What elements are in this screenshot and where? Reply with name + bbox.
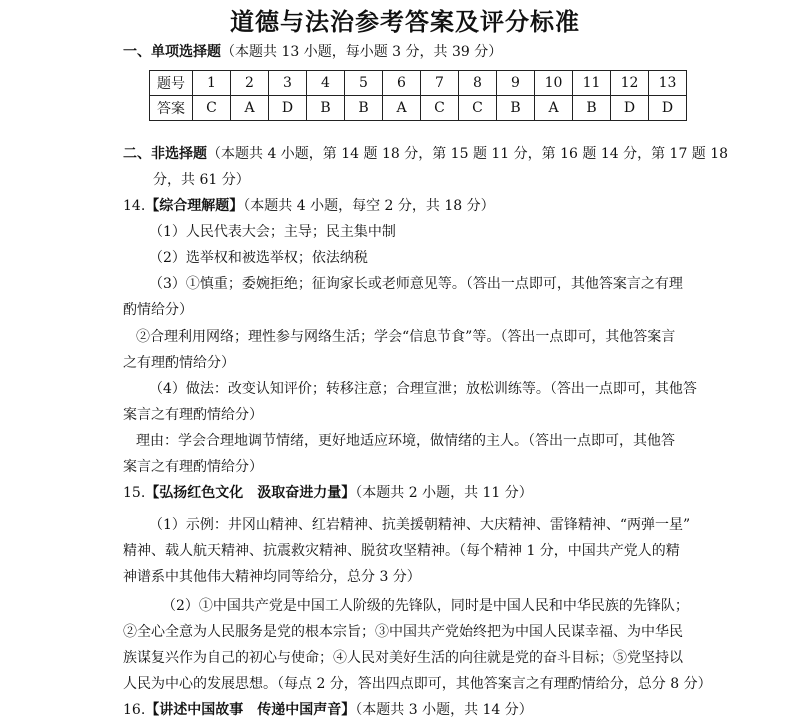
table-cell: 1 bbox=[193, 71, 231, 96]
q15-note: （本题共 2 小题，共 11 分） bbox=[355, 485, 533, 501]
q14-line: （1）人民代表大会；主导；民主集中制 bbox=[149, 224, 396, 240]
q14-title: 【综合理解题】 bbox=[145, 198, 244, 214]
table-cell: A bbox=[535, 96, 573, 121]
q14-line: 理由：学会合理地调节情绪，更好地适应环境，做情绪的主人。（答出一点即可，其他答 bbox=[136, 433, 675, 449]
q14-line: ②合理利用网络；理性参与网络生活；学会“信息节食”等。（答出一点即可，其他答案言 bbox=[136, 329, 676, 345]
table-row-answers bbox=[150, 96, 687, 121]
table-cell: 2 bbox=[231, 71, 269, 96]
part1-note: （本题共 13 小题，每小题 3 分，共 39 分） bbox=[221, 44, 503, 60]
table-cell: A bbox=[383, 96, 421, 121]
page-title: 道德与法治参考答案及评分标准 bbox=[230, 8, 580, 36]
table-cell: A bbox=[231, 96, 269, 121]
table-cell: 6 bbox=[383, 71, 421, 96]
answer-table bbox=[149, 70, 687, 121]
part2-note-line1: （本题共 4 小题，第 14 题 18 分，第 15 题 11 分，第 16 题 14 分，第 17 题 18 bbox=[207, 146, 729, 162]
table-cell: 3 bbox=[269, 71, 307, 96]
q16-number: 16. bbox=[123, 702, 146, 718]
table-cell: 8 bbox=[459, 71, 497, 96]
part1-header bbox=[123, 42, 502, 62]
table-cell: 13 bbox=[649, 71, 687, 96]
q14-note: （本题共 4 小题，每空 2 分，共 18 分） bbox=[243, 198, 495, 214]
table-cell: 5 bbox=[345, 71, 383, 96]
table-cell: 12 bbox=[611, 71, 649, 96]
q15-line: （2）①中国共产党是中国工人阶级的先锋队，同时是中国人民和中华民族的先锋队； bbox=[162, 598, 689, 614]
part2-heading: 二、非选择题 bbox=[123, 146, 207, 162]
row-label-answer: 答案 bbox=[150, 96, 193, 121]
table-cell: D bbox=[269, 96, 307, 121]
q15-line: 神谱系中其他伟大精神均同等给分，总分 3 分） bbox=[123, 569, 421, 585]
part2-header bbox=[123, 144, 728, 164]
table-cell: B bbox=[345, 96, 383, 121]
q15-number: 15. bbox=[123, 485, 146, 501]
q14-line: 案言之有理酌情给分） bbox=[123, 459, 263, 475]
part2-note-line2: 分，共 61 分） bbox=[153, 172, 250, 188]
q14-line: 酌情给分） bbox=[123, 302, 193, 318]
table-cell: B bbox=[307, 96, 345, 121]
q15-line: （1）示例：井冈山精神、红岩精神、抗美援朝精神、大庆精神、雷锋精神、“两弹一星” bbox=[149, 517, 691, 533]
q14-number: 14. bbox=[123, 198, 146, 214]
q16-header bbox=[123, 700, 533, 720]
q14-header bbox=[123, 196, 495, 216]
q16-title: 【讲述中国故事 传递中国声音】 bbox=[145, 702, 356, 718]
table-cell: C bbox=[193, 96, 231, 121]
table-cell: 7 bbox=[421, 71, 459, 96]
q14-line: 之有理酌情给分） bbox=[123, 355, 235, 371]
table-cell: C bbox=[421, 96, 459, 121]
table-row-numbers bbox=[150, 71, 687, 96]
table-cell: B bbox=[497, 96, 535, 121]
table-cell: 10 bbox=[535, 71, 573, 96]
q14-line: （2）选举权和被选举权；依法纳税 bbox=[149, 250, 368, 266]
q16-note: （本题共 3 小题，共 14 分） bbox=[355, 702, 533, 718]
table-cell: 9 bbox=[497, 71, 535, 96]
table-cell: B bbox=[573, 96, 611, 121]
q15-line: 人民为中心的发展思想。（每点 2 分，答出四点即可，其他答案言之有理酌情给分，总分 8 分） bbox=[123, 676, 712, 692]
q14-line: 案言之有理酌情给分） bbox=[123, 407, 263, 423]
q15-line: 精神、载人航天精神、抗震救灾精神、脱贫攻坚精神。（每个精神 1 分，中国共产党人的精 bbox=[123, 543, 680, 559]
row-label-number: 题号 bbox=[150, 71, 193, 96]
table-cell: D bbox=[649, 96, 687, 121]
q14-line: （3）①慎重；委婉拒绝；征询家长或老师意见等。（答出一点即可，其他答案言之有理 bbox=[149, 276, 683, 292]
table-cell: C bbox=[459, 96, 497, 121]
part1-heading: 一、单项选择题 bbox=[123, 44, 221, 60]
q15-header bbox=[123, 483, 533, 503]
table-cell: 4 bbox=[307, 71, 345, 96]
q15-title: 【弘扬红色文化 汲取奋进力量】 bbox=[145, 485, 356, 501]
q14-line: （4）做法：改变认知评价；转移注意；合理宣泄；放松训练等。（答出一点即可，其他答 bbox=[149, 381, 697, 397]
q15-line: 族谋复兴作为自己的初心与使命；④人民对美好生活的向往就是党的奋斗目标；⑤党坚持以 bbox=[123, 650, 683, 666]
table-cell: 11 bbox=[573, 71, 611, 96]
q15-line: ②全心全意为人民服务是党的根本宗旨；③中国共产党始终把为中国人民谋幸福、为中华民 bbox=[123, 624, 683, 640]
table-cell: D bbox=[611, 96, 649, 121]
